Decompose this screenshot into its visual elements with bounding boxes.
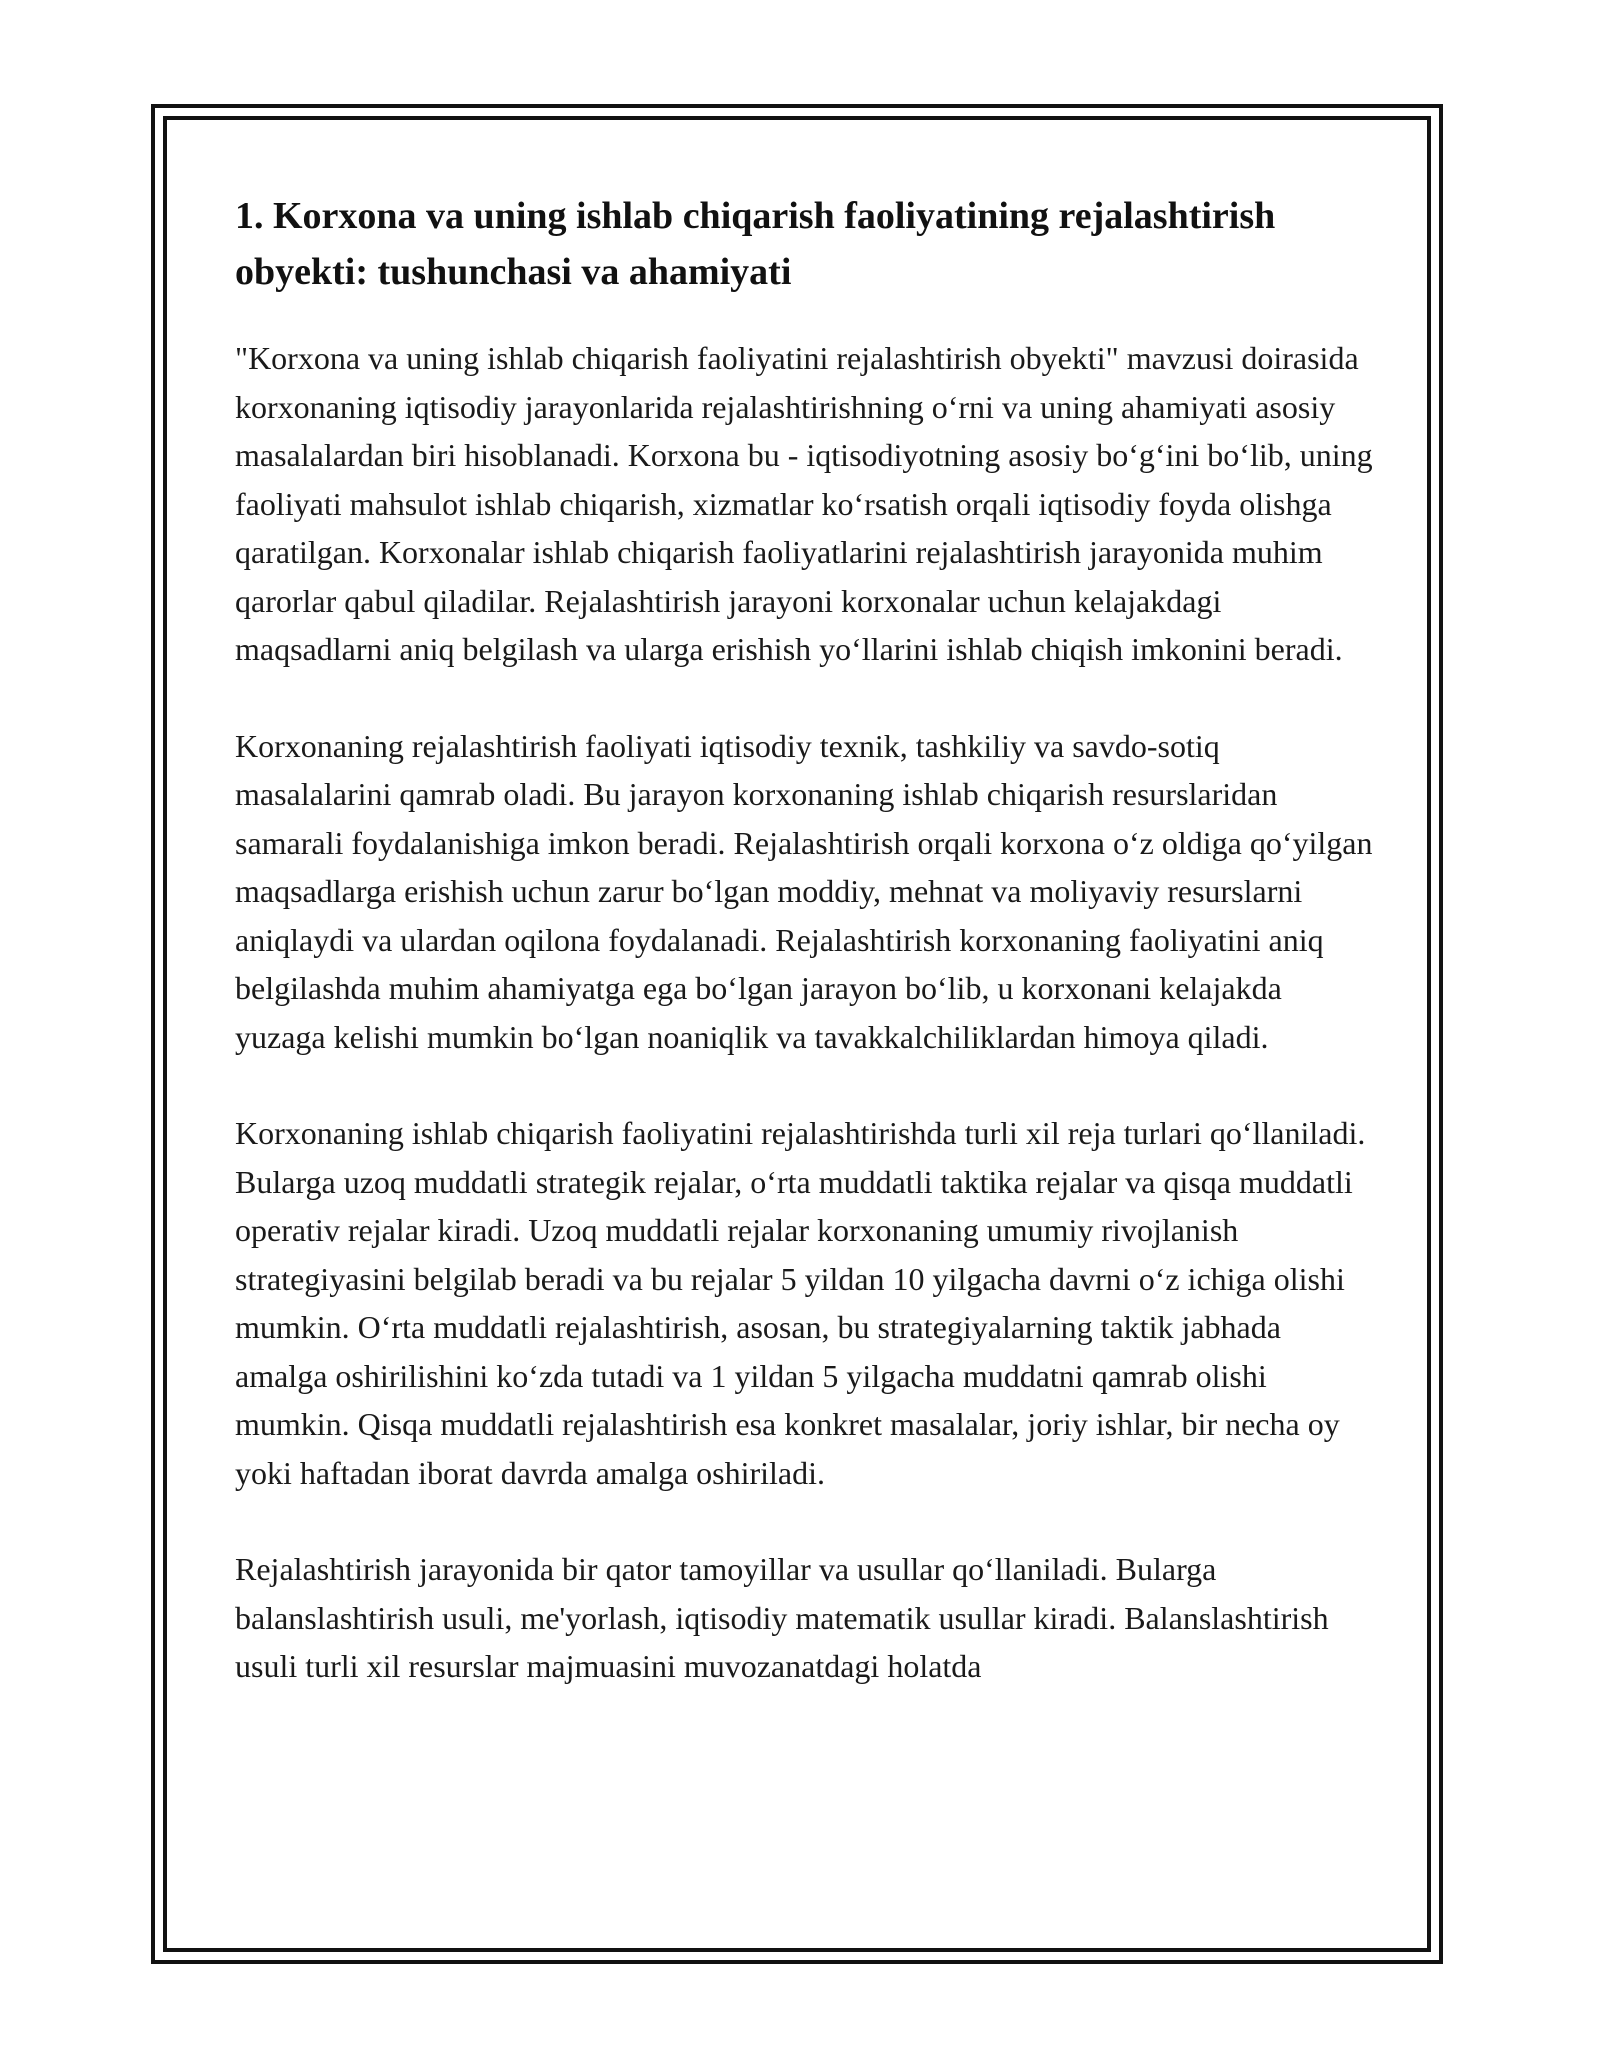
paragraph-2: Korxonaning rejalashtirish faoliyati iqtisodiy texnik, tashkiliy va savdo-sotiq masalalarini qamrab oladi. Bu jarayon korxonaning ishlab chiqarish resurslaridan samarali foydalanishiga imkon beradi. Rejalashtirish orqali korxona o‘z oldiga qo‘yilgan maqsadlarga erishish uchun zarur bo‘lgan moddiy, mehnat va moliyaviy resurslarni aniqlaydi va ulardan oqilona foydalanadi. Rejalashtirish korxonaning faoliyatini aniq belgilashda muhim ahamiyatga ega bo‘lgan jarayon bo‘lib, u korxonani kelajakda yuzaga kelishi mumkin bo‘lgan noaniqlik va tavakkalchiliklardan himoya qiladi. <box>235 727 1373 1055</box>
paragraph-3: Korxonaning ishlab chiqarish faoliyatini rejalashtirishda turli xil reja turlari qo‘llaniladi. Bularga uzoq muddatli strategik rejalar, o‘rta muddatli taktika rejalar va qisqa muddatli operativ rejalar kiradi. Uzoq muddatli rejalar korxonaning umumiy rivojlanish strategiyasini belgilab beradi va bu rejalar 5 yildan 10 yilgacha davrni o‘z ichiga olishi mumkin. O‘rta muddatli rejalashtirish, asosan, bu strategiyalarning taktik jabhada amalga oshirilishini ko‘zda tutadi va 1 yildan 5 yilgacha muddatni qamrab olishi mumkin. Qisqa muddatli rejalashtirish esa konkret masalalar, joriy ishlar, bir necha oy yoki haftadan iborat davrda amalga oshiriladi. <box>235 1115 1366 1491</box>
section-heading: 1. Korxona va uning ishlab chiqarish faoliyatining rejalashtirish obyekti: tushunchasi va ahamiyati <box>235 195 1276 293</box>
document-body <box>235 188 1375 1691</box>
paragraph-4: Rejalashtirish jarayonida bir qator tamoyillar va usullar qo‘llaniladi. Bularga balanslashtirish usuli, me'yorlash, iqtisodiy matematik usullar kiradi. Balanslashtirish usuli turli xil resurslar majmuasini muvozanatdagi holatda <box>235 1551 1329 1684</box>
paragraph-1: "Korxona va uning ishlab chiqarish faoliyatini rejalashtirish obyekti" mavzusi doirasida korxonaning iqtisodiy jarayonlarida rejalashtirishning o‘rni va uning ahamiyati asosiy masalalardan biri hisoblanadi. Korxona bu - iqtisodiyotning asosiy bo‘g‘ini bo‘lib, uning faoliyati mahsulot ishlab chiqarish, xizmatlar ko‘rsatish orqali iqtisodiy foyda olishga qaratilgan. Korxonalar ishlab chiqarish faoliyatlarini rejalashtirish jarayonida muhim qarorlar qabul qiladilar. Rejalashtirish jarayoni korxonalar uchun kelajakdagi maqsadlarni aniq belgilash va ularga erishish yo‘llarini ishlab chiqish imkonini beradi. <box>235 340 1373 667</box>
